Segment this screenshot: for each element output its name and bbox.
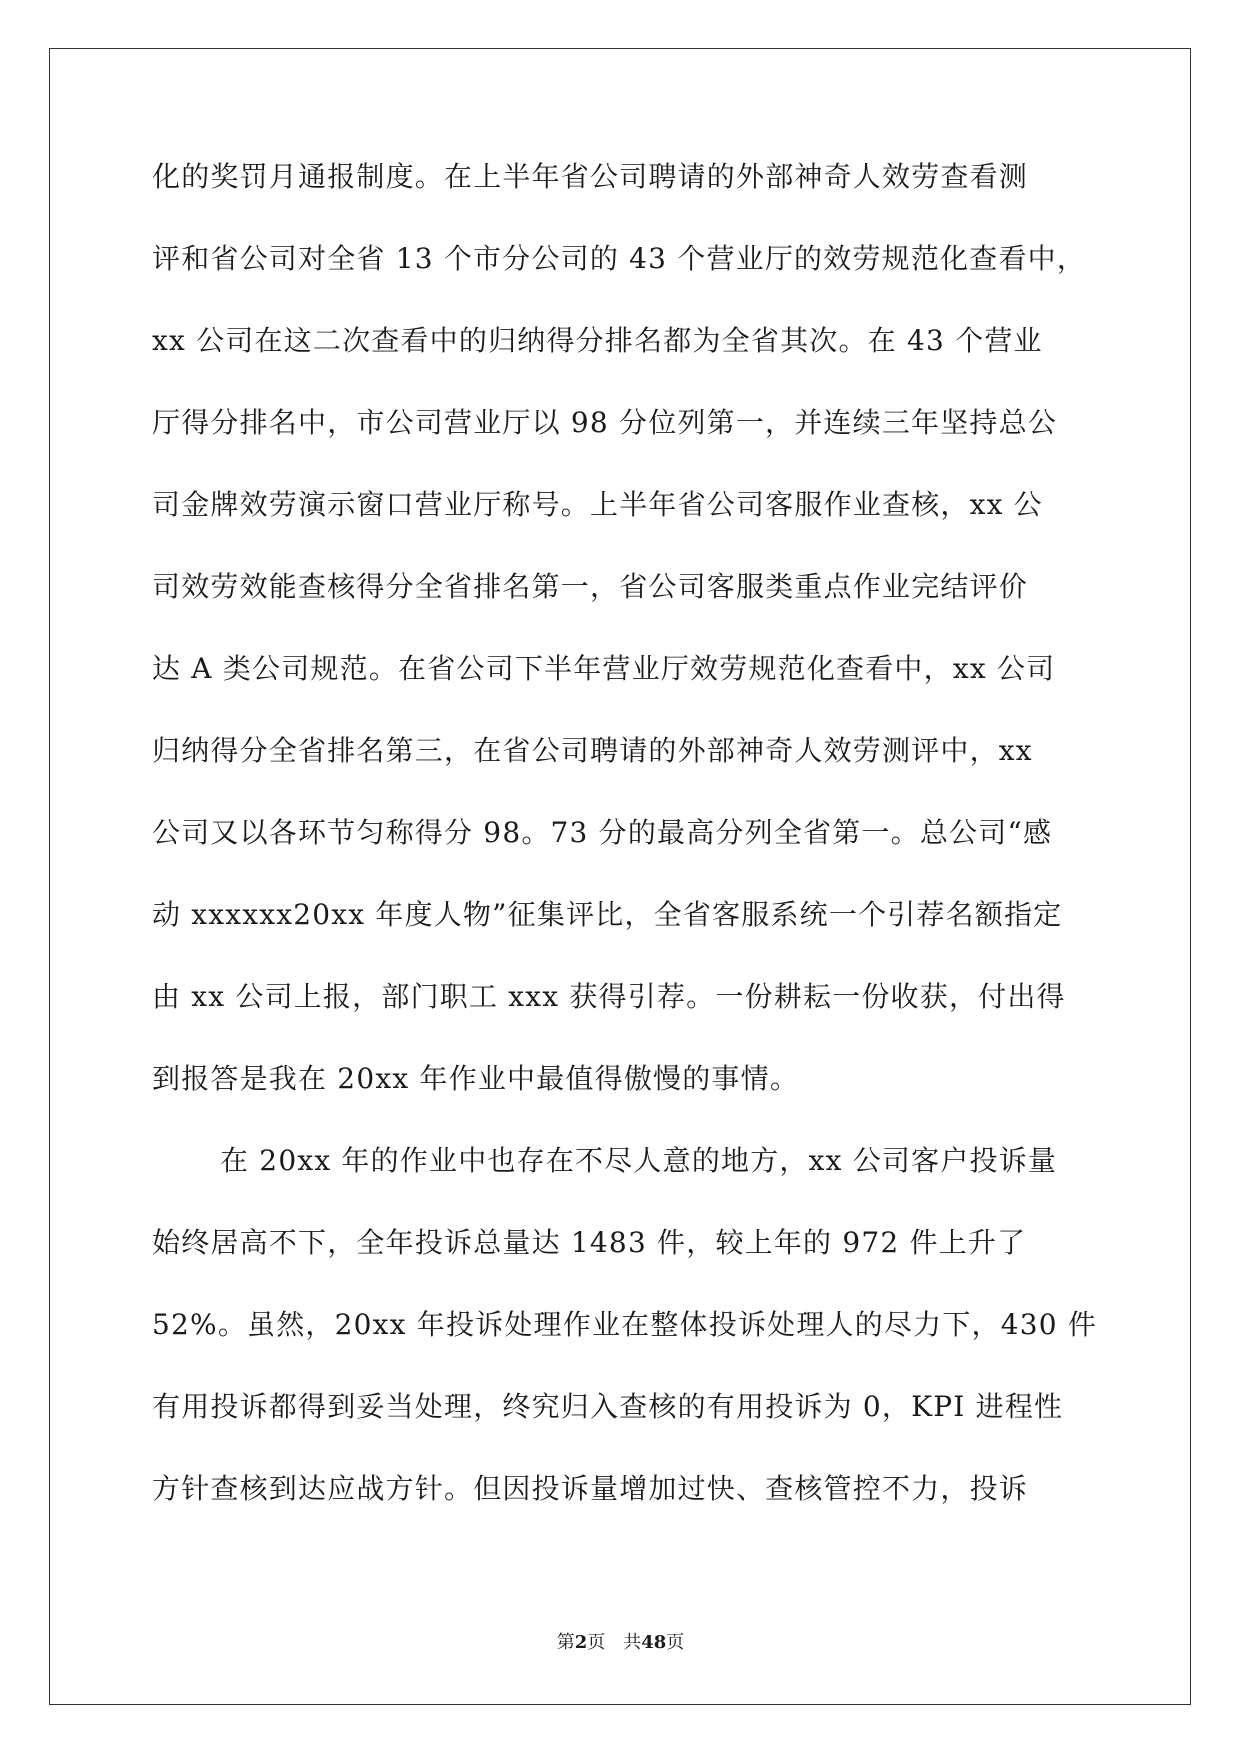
text-line: 始终居高不下，全年投诉总量达 1483 件，较上年的 972 件上升了: [152, 1226, 1027, 1259]
paragraph-start-line: 在 20xx 年的作业中也存在不尽人意的地方，xx 公司客户投诉量: [220, 1144, 1058, 1177]
text-line: 归纳得分全省排名第三，在省公司聘请的外部神奇人效劳测评中，xx: [152, 734, 1033, 767]
footer-suffix: 页: [666, 1632, 685, 1653]
text-line: 公司又以各环节匀称得分 98。73 分的最高分列全省第一。总公司“感: [152, 816, 1053, 849]
text-line: 化的奖罚月通报制度。在上半年省公司聘请的外部神奇人效劳查看测: [152, 160, 1029, 193]
footer-middle: 页 共: [587, 1632, 642, 1653]
body-text: [152, 160, 1098, 1554]
text-line: 有用投诉都得到妥当处理，终究归入查核的有用投诉为 0，KPI 进程性: [152, 1390, 1064, 1423]
text-line: 52%。虽然，20xx 年投诉处理作业在整体投诉处理人的尽力下，430 件: [152, 1308, 1098, 1341]
total-page-count: 48: [641, 1632, 667, 1653]
text-line: xx 公司在这二次查看中的归纳得分排名都为全省其次。在 43 个营业: [152, 324, 1043, 357]
text-line: 厅得分排名中，市公司营业厅以 98 分位列第一，并连续三年坚持总公: [152, 406, 1058, 439]
footer-prefix: 第: [556, 1632, 575, 1653]
page-footer: [0, 1632, 1241, 1654]
text-line: 由 xx 公司上报，部门职工 xxx 获得引荐。一份耕耘一份收获，付出得: [152, 980, 1066, 1013]
text-line: 达 A 类公司规范。在省公司下半年营业厅效劳规范化查看中，xx 公司: [152, 652, 1056, 685]
text-line: 方针查核到达应战方针。但因投诉量增加过快、查核管控不力，投诉: [152, 1472, 1029, 1505]
text-line: 评和省公司对全省 13 个市分公司的 43 个营业厅的效劳规范化查看中，: [152, 242, 1087, 275]
text-line: 动 xxxxxx20xx 年度人物”征集评比，全省客服系统一个引荐名额指定: [152, 898, 1063, 931]
text-line: 司金牌效劳演示窗口营业厅称号。上半年省公司客服作业查核，xx 公: [152, 488, 1043, 521]
text-line: 到报答是我在 20xx 年作业中最值得傲慢的事情。: [152, 1062, 800, 1095]
current-page-number: 2: [574, 1632, 588, 1653]
text-line: 司效劳效能查核得分全省排名第一，省公司客服类重点作业完结评价: [152, 570, 1029, 603]
